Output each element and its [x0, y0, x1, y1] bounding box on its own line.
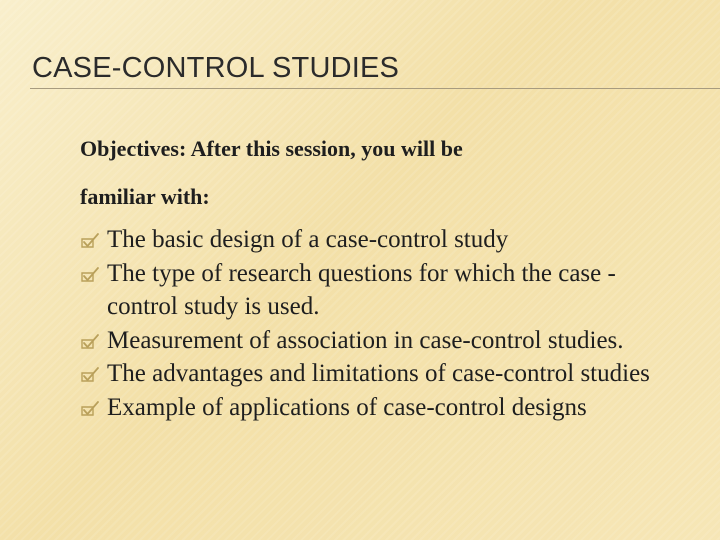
bullet-item	[80, 324, 670, 358]
bullet-item	[80, 257, 670, 324]
bullet-item	[80, 391, 670, 425]
objectives-line-2: familiar with:	[80, 184, 210, 209]
check-box-icon	[80, 267, 100, 283]
check-box-icon	[80, 233, 100, 249]
slide-content	[80, 125, 670, 424]
bullet-text: The advantages and limitations of case-control studies	[107, 360, 650, 387]
title-underline	[30, 88, 720, 89]
bullet-text: Measurement of association in case-control studies.	[107, 326, 624, 354]
check-box-icon	[80, 334, 100, 350]
bullet-text: The basic design of a case-control study	[107, 226, 509, 253]
bullet-text: The type of research questions for which the case -control study is used.	[107, 259, 616, 320]
bullet-item	[80, 357, 670, 391]
slide-title: CASE-CONTROL STUDIES	[32, 52, 400, 84]
objectives-line-1: Objectives: After this session, you will be	[80, 136, 463, 161]
bullet-item	[80, 223, 670, 257]
check-box-icon	[80, 401, 100, 417]
check-box-icon	[80, 367, 100, 383]
bullet-list	[80, 223, 670, 424]
bullet-text: Example of applications of case-control designs	[107, 393, 587, 421]
